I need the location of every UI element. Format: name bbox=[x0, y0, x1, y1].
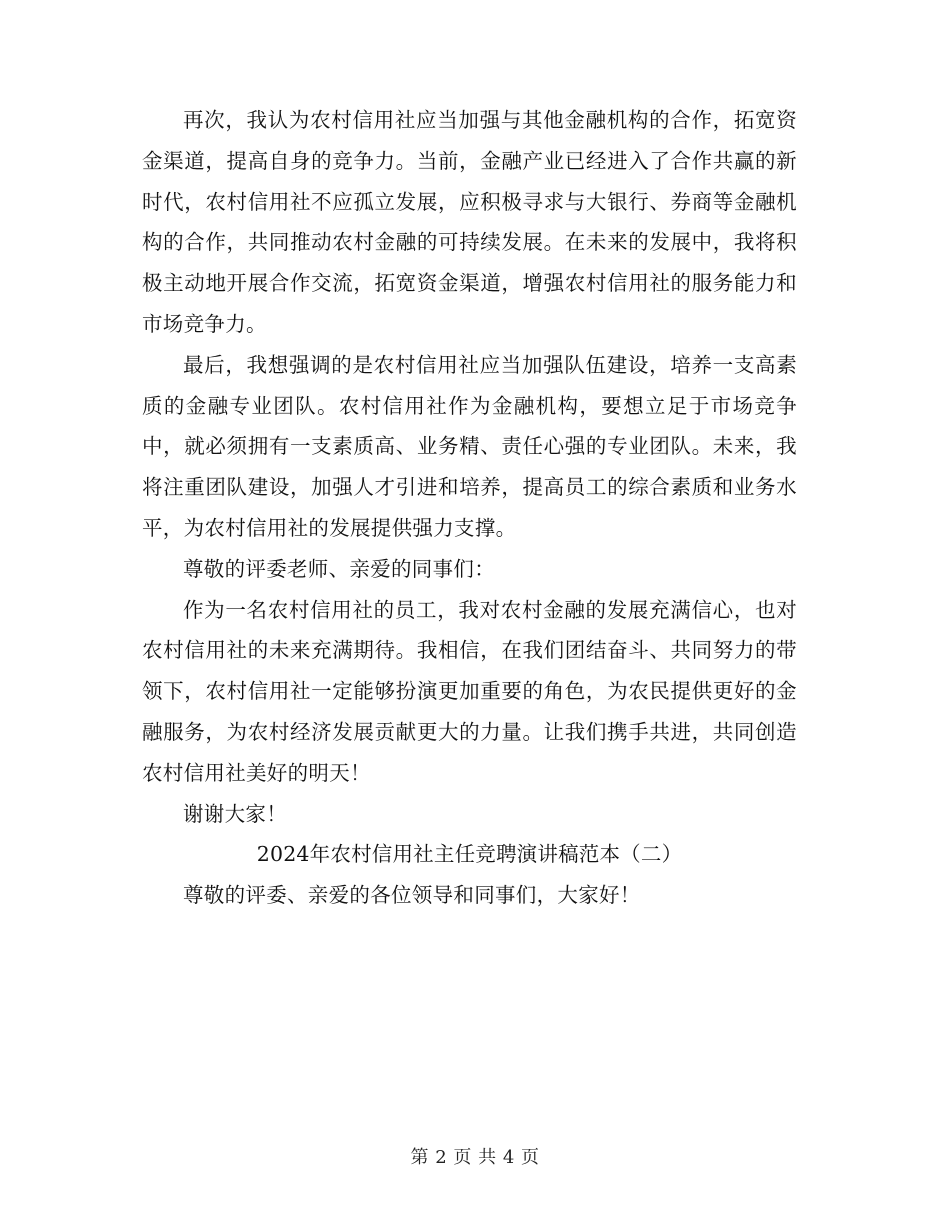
document-body bbox=[142, 100, 797, 916]
paragraph-conclusion: 作为一名农村信用社的员工，我对农村金融的发展充满信心，也对农村信用社的未来充满期待。我相信，在我们团结奋斗、共同努力的带领下，农村信用社一定能够扮演更加重要的角色，为农民提供更好的金融服务，为农村经济发展贡献更大的力量。让我们携手共进，共同创造农村信用社美好的明天！ bbox=[142, 597, 797, 785]
paragraph-team-building: 最后，我想强调的是农村信用社应当加强队伍建设，培养一支高素质的金融专业团队。农村信用社作为金融机构，要想立足于市场竞争中，就必须拥有一支素质高、业务精、责任心强的专业团队。未来，我将注重团队建设，加强人才引进和培养，提高员工的综合素质和业务水平，为农村信用社的发展提供强力支撑。 bbox=[142, 352, 797, 540]
paragraph-cooperation: 再次，我认为农村信用社应当加强与其他金融机构的合作，拓宽资金渠道，提高自身的竞争力。当前，金融产业已经进入了合作共赢的新时代，农村信用社不应孤立发展，应积极寻求与大银行、券商等金融机构的合作，共同推动农村金融的可持续发展。在未来的发展中，我将积极主动地开展合作交流，拓宽资金渠道，增强农村信用社的服务能力和市场竞争力。 bbox=[142, 108, 797, 336]
paragraph-thanks: 谢谢大家！ bbox=[183, 801, 287, 826]
paragraph-opening-greeting: 尊敬的评委、亲爱的各位领导和同事们，大家好！ bbox=[183, 883, 641, 908]
paragraph-salutation: 尊敬的评委老师、亲爱的同事们： bbox=[183, 556, 495, 581]
section-title: 2024年农村信用社主任竞聘演讲稿范本（二） bbox=[256, 842, 683, 867]
page-number-footer: 第 2 页 共 4 页 bbox=[410, 1147, 540, 1168]
